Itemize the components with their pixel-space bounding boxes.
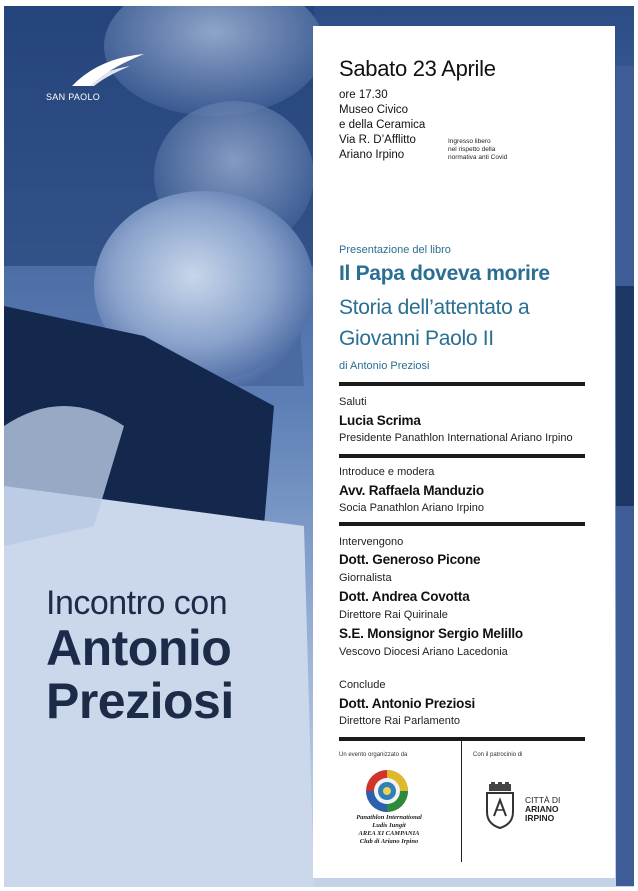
speaker2-role: Direttore Rai Quirinale: [339, 609, 448, 621]
event-city: Ariano Irpino: [339, 149, 405, 161]
panathlon-line1: Panathlon International: [356, 814, 422, 821]
entry-note3: normativa anti Covid: [448, 154, 508, 161]
panathlon-line4: Club di Ariano Irpino: [359, 838, 419, 845]
footer-divider: [461, 740, 462, 862]
conclude-name: Dott. Antonio Preziosi: [339, 696, 476, 711]
divider: [339, 737, 585, 741]
book-subtitle2: Giovanni Paolo II: [339, 327, 494, 350]
book-title: Il Papa doveva morire: [339, 262, 550, 285]
city-crest-icon: [483, 782, 517, 830]
headline-line2: Antonio: [46, 620, 232, 676]
event-venue2: e della Ceramica: [339, 119, 426, 131]
speaker1-name: Dott. Generoso Picone: [339, 552, 481, 567]
entry-note2: nel rispetto della: [448, 146, 496, 153]
panathlon-emblem-icon: [363, 768, 411, 814]
info-panel: [313, 26, 615, 878]
headline: [46, 584, 234, 728]
introduce-name: Avv. Raffaela Manduzio: [339, 483, 484, 498]
speaker1-role: Giornalista: [339, 572, 392, 584]
city-name: [525, 796, 560, 823]
san-paolo-logo-icon: [44, 48, 154, 92]
intervengono-label: Intervengono: [339, 536, 404, 548]
city-line2: ARIANO: [525, 804, 559, 814]
event-time: ore 17.30: [339, 89, 388, 101]
headline-line1: Incontro con: [46, 584, 228, 622]
patronage-label: Con il patrocinio di: [473, 752, 523, 758]
event-address: Via R. D’Afflitto: [339, 134, 416, 146]
saluti-role: Presidente Panathlon International Ariano Irpino: [339, 432, 573, 444]
speaker3-role: Vescovo Diocesi Ariano Lacedonia: [339, 646, 508, 658]
event-venue1: Museo Civico: [339, 104, 409, 116]
conclude-role: Direttore Rai Parlamento: [339, 715, 461, 727]
book-intro: Presentazione del libro: [339, 244, 451, 256]
panathlon-line3: AREA XI CAMPANIA: [358, 830, 420, 837]
introduce-role: Socia Panathlon Ariano Irpino: [339, 502, 484, 514]
speaker2-name: Dott. Andrea Covotta: [339, 589, 470, 604]
saluti-label: Saluti: [339, 396, 367, 408]
city-line3: IRPINO: [525, 813, 555, 823]
panathlon-text: [339, 814, 439, 846]
divider: [339, 522, 585, 526]
divider: [339, 382, 585, 386]
saluti-name: Lucia Scrima: [339, 413, 421, 428]
logo-text: SAN PAOLO: [46, 92, 101, 102]
introduce-label: Introduce e modera: [339, 466, 435, 478]
divider: [339, 454, 585, 458]
headline-line3: Preziosi: [46, 673, 234, 729]
city-line1: CITTÀ DI: [525, 795, 561, 805]
conclude-label: Conclude: [339, 679, 386, 691]
event-date: Sabato 23 Aprile: [339, 56, 496, 81]
panathlon-line2: Ludis Iungit: [372, 822, 406, 829]
speaker3-name: S.E. Monsignor Sergio Melillo: [339, 626, 523, 641]
entry-note1: Ingresso libero: [448, 138, 491, 145]
book-author: di Antonio Preziosi: [339, 360, 430, 372]
book-subtitle1: Storia dell’attentato a: [339, 296, 530, 319]
organized-label: Un evento organizzato da: [339, 752, 408, 758]
